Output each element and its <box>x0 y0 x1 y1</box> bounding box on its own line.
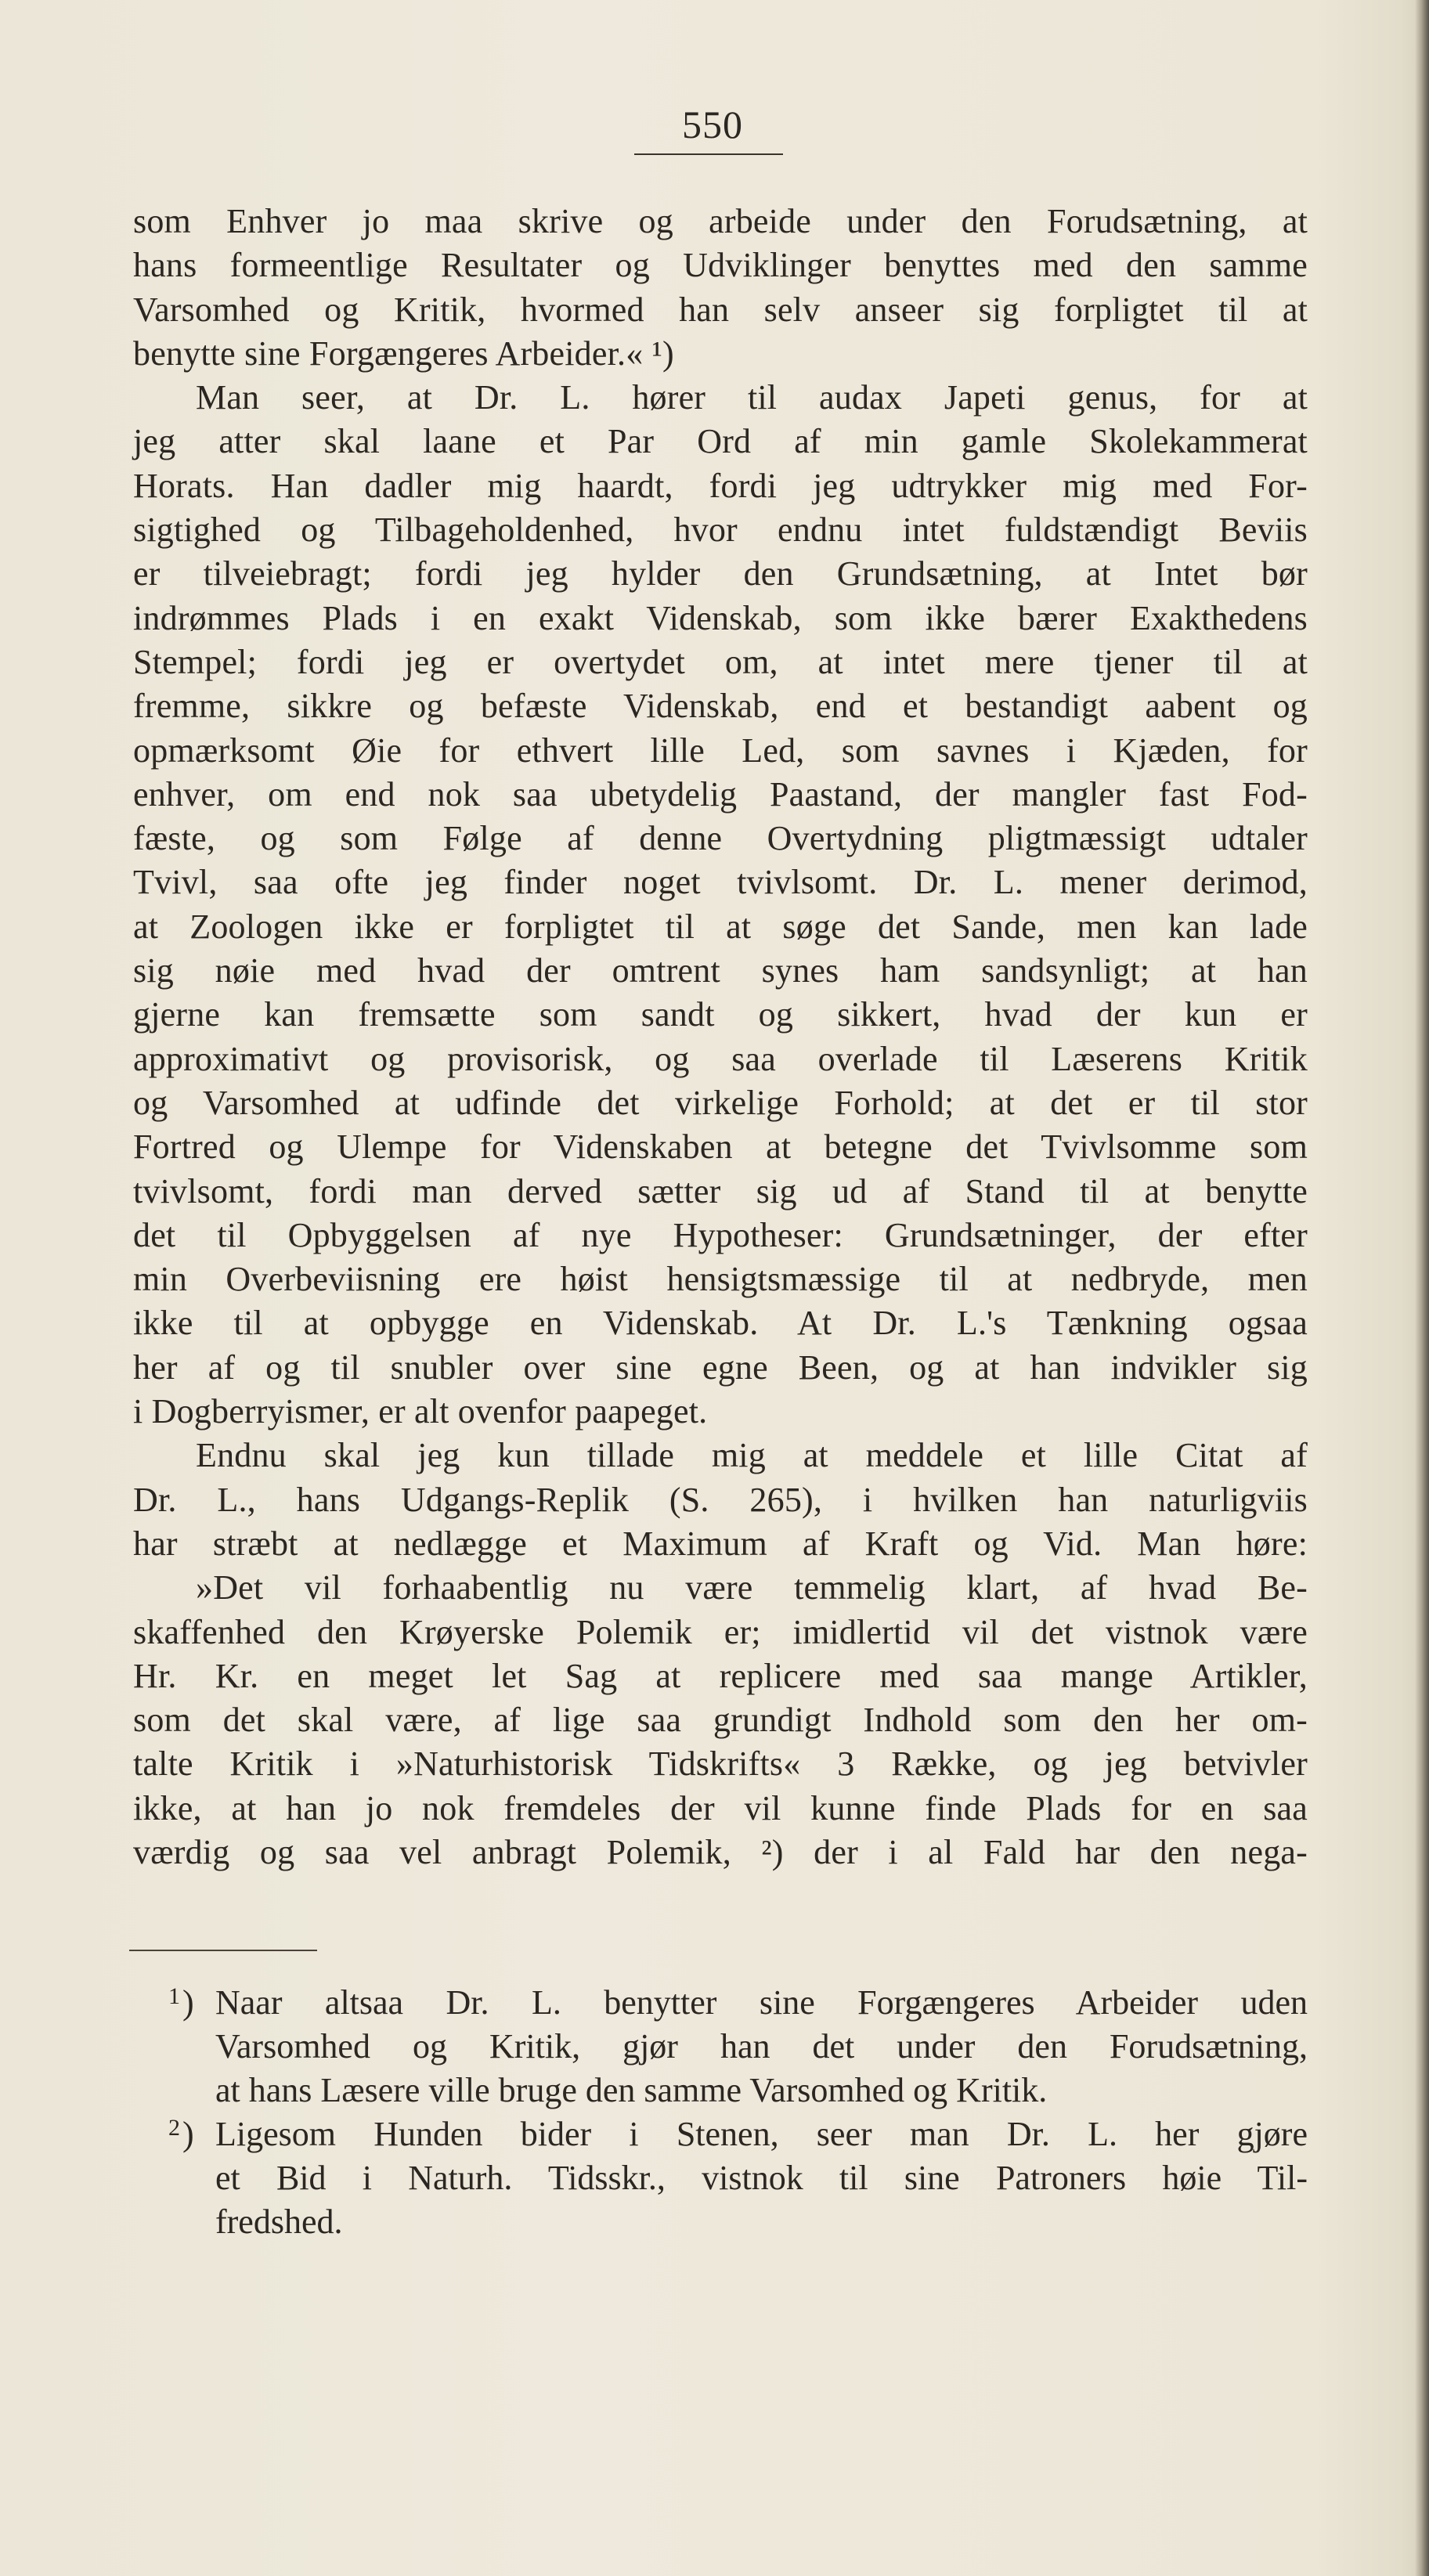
text-line: »Det vil forhaabentlig nu være temmelig klart, af hvad Be- <box>196 1568 1308 1607</box>
text-line: ikke til at opbygge en Videnskab. At Dr. L.'s Tænkning ogsaa <box>133 1304 1308 1343</box>
page-number: 550 <box>682 103 743 146</box>
text-line: min Overbeviisning ere høist hensigtsmæssige til at nedbryde, men <box>133 1260 1308 1299</box>
text-line: som det skal være, af lige saa grundigt Indhold som den her om- <box>133 1701 1308 1740</box>
text-line: talte Kritik i »Naturhistorisk Tidskrifts« 3 Række, og jeg betvivler <box>133 1744 1308 1784</box>
footnote-marker-paren: ) <box>182 2115 194 2153</box>
text-line: har stræbt at nedlægge et Maximum af Kraft og Vid. Man høre: <box>133 1524 1308 1563</box>
text-line: i Dogberryismer, er alt ovenfor paapeget. <box>133 1392 708 1431</box>
footnote-line <box>168 2200 1308 2244</box>
text-line: det til Opbyggelsen af nye Hypotheser: Grundsætninger, der efter <box>133 1215 1308 1254</box>
text-line: jeg atter skal laane et Par Ord af min gamle Skolekammerat <box>133 422 1308 461</box>
footnote-text: et Bid i Naturh. Tidsskr., vistnok til sine Patroners høie Til- <box>215 2159 1308 2197</box>
text-line: Dr. L., hans Udgangs-Replik (S. 265), i hvilken han naturligviis <box>133 1480 1308 1519</box>
text-line: Hr. Kr. en meget let Sag at replicere med saa mange Artikler, <box>133 1656 1308 1695</box>
text-line: sigtighed og Tilbageholdenhed, hvor endnu intet fuldstændigt Beviis <box>133 511 1308 550</box>
footnote-rule <box>129 1950 317 1951</box>
footnote-line <box>168 2025 1308 2069</box>
footnote-line <box>168 2112 1308 2156</box>
text-line: benytte sine Forgængeres Arbeider.« ¹) <box>133 334 674 373</box>
footnote-text: Ligesom Hunden bider i Stenen, seer man Dr. L. her gjøre <box>215 2115 1308 2153</box>
text-line: værdig og saa vel anbragt Polemik, ²) der i al Fald har den nega- <box>133 1832 1308 1871</box>
footnote-marker: 2 <box>168 2115 180 2141</box>
text-line: skaffenhed den Krøyerske Polemik er; imidlertid vil det vistnok være <box>133 1612 1308 1651</box>
footnotes <box>168 1981 1308 2244</box>
text-line: Stempel; fordi jeg er overtydet om, at intet mere tjener til at <box>133 642 1308 681</box>
footnote-line <box>168 2156 1308 2200</box>
text-line: som Enhver jo maa skrive og arbeide under den Forudsætning, at <box>133 202 1308 240</box>
footnote-marker: 1 <box>168 1983 180 2009</box>
text-line: er tilveiebragt; fordi jeg hylder den Grundsætning, at Intet bør <box>133 554 1308 593</box>
text-line: Fortred og Ulempe for Videnskaben at betegne det Tvivlsomme som <box>133 1127 1308 1167</box>
text-line: Tvivl, saa ofte jeg finder noget tvivlsomt. Dr. L. mener derimod, <box>133 863 1308 902</box>
text-line: opmærksomt Øie for ethvert lille Led, som savnes i Kjæden, for <box>133 731 1308 770</box>
text-line: approximativt og provisorisk, og saa overlade til Læserens Kritik <box>133 1039 1308 1078</box>
footnote-text: Naar altsaa Dr. L. benytter sine Forgængeres Arbeider uden <box>215 1983 1308 2022</box>
footnote-text: fredshed. <box>215 2203 343 2241</box>
text-line: ikke, at han jo nok fremdeles der vil kunne finde Plads for en saa <box>133 1788 1308 1827</box>
text-line: Horats. Han dadler mig haardt, fordi jeg udtrykker mig med For- <box>133 466 1308 505</box>
text-line: enhver, om end nok saa ubetydelig Paastand, der mangler fast Fod- <box>133 774 1308 814</box>
footnote-line <box>168 1981 1308 2025</box>
text-line: Varsomhed og Kritik, hvormed han selv anseer sig forpligtet til at <box>133 290 1308 329</box>
text-line: fremme, sikkre og befæste Videnskab, end et bestandigt aabent og <box>133 687 1308 726</box>
text-line: gjerne kan fremsætte som sandt og sikkert, hvad der kun er <box>133 995 1308 1034</box>
footnote-text: Varsomhed og Kritik, gjør han det under den Forudsætning, <box>215 2027 1308 2065</box>
text-line: hans formeentlige Resultater og Udviklinger benyttes med den samme <box>133 246 1308 285</box>
page-edge-shadow <box>1415 0 1429 2576</box>
text-line: Endnu skal jeg kun tillade mig at meddele et lille Citat af <box>196 1436 1308 1475</box>
footnote-marker-paren: ) <box>182 1983 194 2022</box>
text-line: sig nøie med hvad der omtrent synes ham sandsynligt; at han <box>133 951 1308 990</box>
text-line: at Zoologen ikke er forpligtet til at søge det Sande, men kan lade <box>133 907 1308 946</box>
footnote-text: at hans Læsere ville bruge den samme Varsomhed og Kritik. <box>215 2071 1048 2109</box>
text-line: fæste, og som Følge af denne Overtydning pligtmæssigt udtaler <box>133 819 1308 858</box>
text-line: og Varsomhed at udfinde det virkelige Forhold; at det er til stor <box>133 1083 1308 1122</box>
page-number-rule <box>634 153 783 155</box>
text-line: Man seer, at Dr. L. hører til audax Japeti genus, for at <box>196 378 1308 417</box>
text-line: indrømmes Plads i en exakt Videnskab, som ikke bærer Exakthedens <box>133 598 1308 637</box>
body-text <box>133 200 1308 1874</box>
text-line: tvivlsomt, fordi man derved sætter sig ud af Stand til at benytte <box>133 1171 1308 1210</box>
footnote-line <box>168 2069 1308 2112</box>
text-line: her af og til snubler over sine egne Been, og at han indvikler sig <box>133 1348 1308 1387</box>
